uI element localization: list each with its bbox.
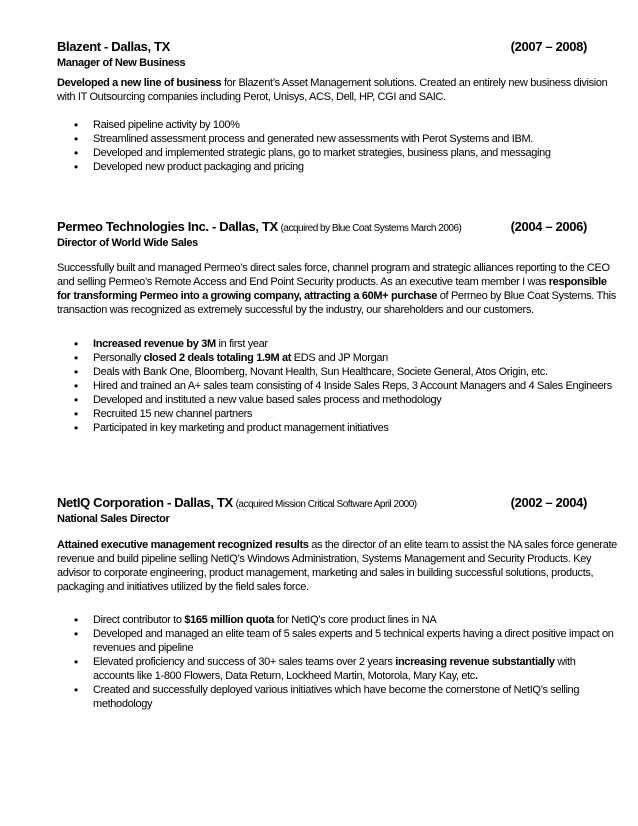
summary-text: as the director of an elite team to assist the NA sales force generate revenue and build pipeline selling NetIQ’s Windows Administration, Systems Management and Security Products. Key advisor to corporate engineering, product management, marketing and sales in building successful solutions, products, packaging and initiatives utilized by the field sales force. bbox=[57, 539, 617, 593]
summary-text: of Permeo by Blue Coat Systems. This transaction was recognized as extremely successful by the industry, our shareholders and our customers. bbox=[57, 290, 616, 316]
summary-text: for Blazent’s Asset Management solutions. Created an entirely new business division with IT Outsourcing companies including Perot, Unisys, ACS, Dell, HP, CGI and SAIC. bbox=[57, 77, 608, 103]
list-item bbox=[57, 132, 617, 146]
item-text: Developed and implemented strategic plans, go to market strategies, business plans, and messaging bbox=[93, 147, 551, 159]
job-summary bbox=[57, 76, 617, 104]
summary-bold: Attained executive management recognized results bbox=[57, 539, 309, 551]
job-summary bbox=[57, 538, 617, 594]
list-item bbox=[57, 351, 617, 365]
item-text: Developed and managed an elite team of 5 sales experts and 5 technical experts having a direct positive impact on revenues and pipeline bbox=[93, 628, 614, 654]
job-title: Director of World Wide Sales bbox=[57, 237, 198, 249]
item-text: Elevated proficiency and success of 30+ sales teams over 2 years bbox=[93, 656, 396, 668]
summary-text: Successfully built and managed Permeo’s direct sales force, channel program and strategic alliances reporting to the CEO and selling Permeo’s Remote Access and End Point Security products. As an executive team member I was bbox=[57, 262, 610, 288]
item-text: with accounts like 1-800 Flowers, Data Return, Lockheed Martin, Motorola, Mary Kay, etc bbox=[93, 656, 576, 682]
employment-dates: (2002 – 2004) bbox=[510, 495, 587, 510]
list-item bbox=[57, 627, 617, 655]
item-text: for NetIQ’s core product lines in NA bbox=[274, 614, 437, 626]
job-blazent bbox=[57, 40, 617, 174]
item-text: Personally bbox=[93, 352, 144, 364]
item-text: Deals with Bank One, Bloomberg, Novant Health, Sun Healthcare, Societe General, Atos Origin, etc. bbox=[93, 366, 548, 378]
item-bold: closed 2 deals totaling 1.9M at bbox=[143, 352, 292, 364]
achievement-list bbox=[57, 613, 617, 711]
summary-bold: Developed a new line of business bbox=[57, 77, 222, 89]
job-header bbox=[57, 220, 617, 235]
summary-bold: responsible for transforming Permeo into a growing company, attracting a 60M+ purchase bbox=[57, 276, 607, 302]
item-text: EDS and JP Morgan bbox=[291, 352, 388, 364]
job-permeo bbox=[57, 220, 617, 435]
list-item bbox=[57, 337, 617, 351]
item-text: Developed new product packaging and pricing bbox=[93, 161, 304, 173]
item-bold: . bbox=[474, 670, 478, 682]
job-title: Manager of New Business bbox=[57, 57, 186, 69]
item-text: in first year bbox=[215, 338, 268, 350]
list-item bbox=[57, 118, 617, 132]
list-item bbox=[57, 655, 617, 683]
list-item bbox=[57, 407, 617, 421]
company-name: NetIQ Corporation - Dallas, TX bbox=[57, 495, 233, 510]
company-name: Blazent - Dallas, TX bbox=[57, 39, 170, 54]
item-text: Streamlined assessment process and generated new assessments with Perot Systems and IBM. bbox=[93, 133, 533, 145]
item-text: Created and successfully deployed various initiatives which have become the cornerstone of NetIQ’s selling methodology bbox=[93, 684, 580, 710]
employment-dates: (2007 – 2008) bbox=[510, 39, 587, 54]
company-name: Permeo Technologies Inc. - Dallas, TX bbox=[57, 219, 278, 234]
job-header bbox=[57, 496, 617, 511]
list-item bbox=[57, 421, 617, 435]
job-header bbox=[57, 40, 617, 55]
list-item bbox=[57, 379, 617, 393]
item-text: Participated in key marketing and product management initiatives bbox=[93, 422, 389, 434]
list-item bbox=[57, 393, 617, 407]
list-item bbox=[57, 683, 617, 711]
job-netiq bbox=[57, 496, 617, 711]
item-text: Hired and trained an A+ sales team consisting of 4 Inside Sales Reps, 3 Account Managers and 4 Sales Engineers bbox=[93, 380, 612, 392]
item-bold: $165 million quota bbox=[184, 614, 275, 626]
item-bold: increasing revenue substantially bbox=[395, 656, 555, 668]
item-text: Direct contributor to bbox=[93, 614, 185, 626]
employment-dates: (2004 – 2006) bbox=[510, 219, 587, 234]
job-title: National Sales Director bbox=[57, 513, 170, 525]
achievement-list bbox=[57, 118, 617, 174]
acquisition-note: (acquired by Blue Coat Systems March 2006) bbox=[280, 223, 462, 234]
list-item bbox=[57, 146, 617, 160]
acquisition-note: (acquired Mission Critical Software April 2000) bbox=[235, 499, 417, 510]
item-text: Developed and instituted a new value based sales process and methodology bbox=[93, 394, 442, 406]
list-item bbox=[57, 613, 617, 627]
achievement-list bbox=[57, 337, 617, 435]
item-text: Raised pipeline activity by 100% bbox=[93, 119, 240, 131]
job-summary bbox=[57, 261, 617, 317]
item-text: Recruited 15 new channel partners bbox=[93, 408, 253, 420]
item-bold: Increased revenue by 3M bbox=[93, 338, 216, 350]
list-item bbox=[57, 365, 617, 379]
list-item bbox=[57, 160, 617, 174]
